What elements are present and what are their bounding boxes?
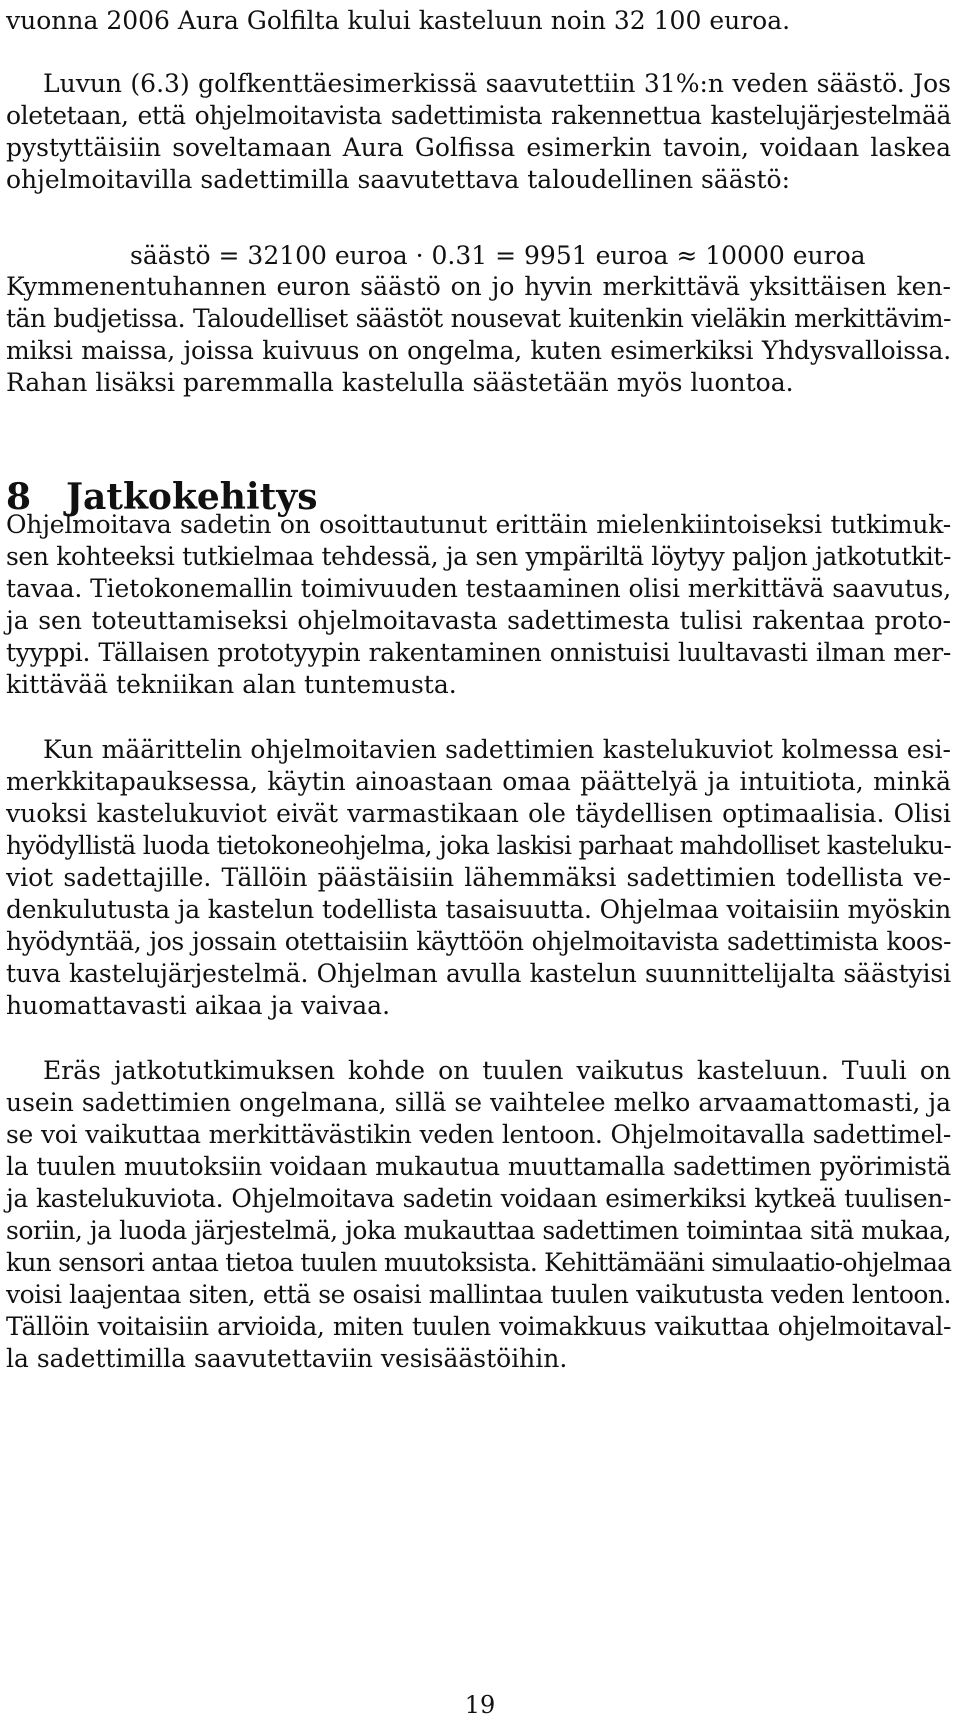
section-number: 8	[6, 476, 32, 518]
text-line: tyyppi. Tällaisen prototyypin rakentaminen onnistuisi luultavasti ilman mer-	[6, 638, 951, 667]
text-line: la sadettimilla saavutettaviin vesisäästöihin.	[6, 1344, 568, 1373]
text-line: Kun määrittelin ohjelmoitavien sadettimien kastelukuviot kolmessa esi-	[43, 735, 951, 764]
text-line: oletetaan, että ohjelmoitavista sadettimista rakennettua kastelujärjestelmää	[6, 101, 951, 130]
text-line: hyödyntää, jos jossain otettaisiin käyttöön ohjelmoitavista sadettimista koos-	[6, 927, 951, 956]
text-line: se voi vaikuttaa merkittävästikin veden lentoon. Ohjelmoitavalla sadettimel-	[6, 1120, 951, 1149]
text-line: miksi maissa, joissa kuivuus on ongelma, kuten esimerkiksi Yhdysvalloissa.	[6, 336, 951, 365]
text-line: usein sadettimien ongelmana, sillä se vaihtelee melko arvaamattomasti, ja	[6, 1088, 951, 1117]
equation: säästö = 32100 euroa · 0.31 = 9951 euroa ≈ 10000 euroa	[130, 241, 866, 270]
text-line: soriin, ja luoda järjestelmä, joka mukauttaa sadettimen toimintaa sitä mukaa,	[6, 1216, 951, 1245]
text-line: Luvun (6.3) golfkenttäesimerkissä saavutettiin 31%:n veden säästö. Jos	[43, 69, 951, 98]
text-line: tavaa. Tietokonemallin toimivuuden testaaminen olisi merkittävä saavutus,	[6, 574, 952, 603]
text-line: huomattavasti aikaa ja vaivaa.	[6, 991, 391, 1020]
text-line: tuva kastelujärjestelmä. Ohjelman avulla kastelun suunnittelijalta säästyisi	[6, 959, 951, 988]
text-line: pystyttäisiin soveltamaan Aura Golfissa esimerkin tavoin, voidaan laskea	[6, 133, 951, 162]
page-number: 19	[464, 1691, 496, 1719]
text-line: ohjelmoitavilla sadettimilla saavutettava taloudellinen säästö:	[6, 165, 791, 194]
text-line: tän budjetissa. Taloudelliset säästöt nousevat kuitenkin vieläkin merkittävim-	[6, 304, 951, 333]
text-line: Tällöin voitaisiin arvioida, miten tuulen voimakkuus vaikuttaa ohjelmoitaval-	[6, 1312, 951, 1341]
text-line: vuonna 2006 Aura Golfilta kului kasteluun noin 32 100 euroa.	[6, 6, 791, 35]
text-line: viot sadettajille. Tällöin päästäisiin lähemmäksi sadettimien todellista ve-	[6, 863, 951, 892]
text-line: merkkitapauksessa, käytin ainoastaan omaa päättelyä ja intuitiota, minkä	[6, 767, 951, 796]
text-line: denkulutusta ja kastelun todellista tasaisuutta. Ohjelmaa voitaisiin myöskin	[6, 895, 951, 924]
text-line: Kymmenentuhannen euron säästö on jo hyvin merkittävä yksittäisen ken-	[6, 272, 951, 301]
text-line: sen kohteeksi tutkielmaa tehdessä, ja sen ympäriltä löytyy paljon jatkotutkit-	[6, 542, 951, 571]
text-line: Eräs jatkotutkimuksen kohde on tuulen vaikutus kasteluun. Tuuli on	[43, 1056, 951, 1085]
section-title: Jatkokehitys	[66, 476, 318, 518]
text-line: hyödyllistä luoda tietokoneohjelma, joka laskisi parhaat mahdolliset kasteluku-	[6, 831, 952, 860]
text-line: kun sensori antaa tietoa tuulen muutoksista. Kehittämääni simulaatio-ohjelmaa	[6, 1248, 952, 1277]
text-line: ja sen toteuttamiseksi ohjelmoitavasta sadettimesta tulisi rakentaa proto-	[6, 606, 951, 635]
text-line: voisi laajentaa siten, että se osaisi mallintaa tuulen vaikutusta veden lentoon.	[6, 1280, 951, 1309]
text-line: Rahan lisäksi paremmalla kastelulla säästetään myös luontoa.	[6, 368, 794, 397]
text-line: la tuulen muutoksiin voidaan mukautua muuttamalla sadettimen pyörimistä	[6, 1152, 951, 1181]
text-line: Ohjelmoitava sadetin on osoittautunut erittäin mielenkiintoiseksi tutkimuk-	[6, 510, 951, 539]
text-line: kittävää tekniikan alan tuntemusta.	[6, 670, 457, 699]
text-line: vuoksi kastelukuviot eivät varmastikaan ole täydellisen optimaalisia. Olisi	[6, 799, 951, 828]
text-line: ja kastelukuviota. Ohjelmoitava sadetin voidaan esimerkiksi kytkeä tuulisen-	[6, 1184, 951, 1213]
